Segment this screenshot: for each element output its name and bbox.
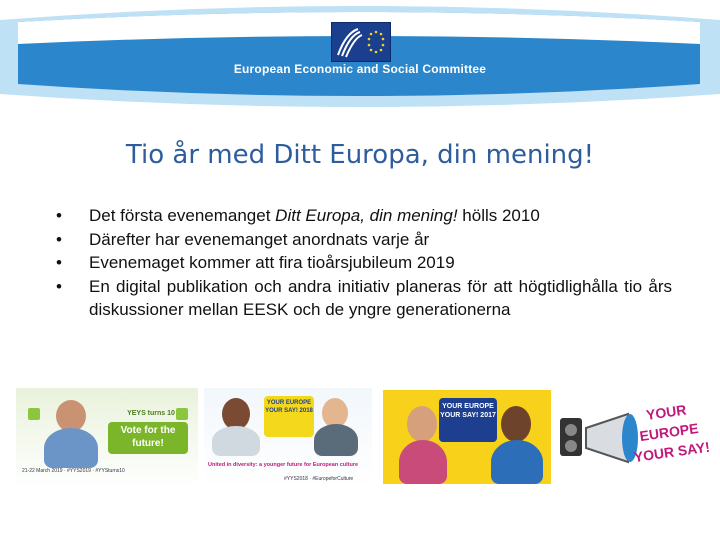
poster4-logo: YOUR EUROPE YOUR SAY! xyxy=(632,401,711,466)
bullet-text-start: Det första evenemanget xyxy=(89,206,276,225)
poster2-banner: YOUR EUROPE YOUR SAY! 2018 xyxy=(264,396,314,437)
poster-yeys-2018 xyxy=(204,388,372,488)
poster-your-europe-logo xyxy=(556,388,714,488)
poster1-slogan: Vote for the future! xyxy=(108,422,188,454)
poster-yeys-2017 xyxy=(383,390,551,484)
poster2-footer: #YYS2018 · #EuropeforCulture xyxy=(284,476,354,482)
poster1-headline: YEYS turns 10 xyxy=(127,410,175,417)
poster3-banner: YOUR EUROPE YOUR SAY! 2017 xyxy=(439,398,497,442)
eesc-logo-icon xyxy=(331,22,391,62)
organization-name: European Economic and Social Committee xyxy=(233,62,487,76)
bullet-text-end: hölls 2010 xyxy=(457,206,540,225)
bullet-item: • Därefter har evenemanget anordnats varje år xyxy=(60,228,672,252)
bullet-text-italic: Ditt Europa, din mening! xyxy=(275,206,458,225)
poster-yeys-2019 xyxy=(16,388,198,488)
poster2-slogan: United in diversity: a younger future for European culture xyxy=(208,462,359,468)
poster1-footer: 21-22 March 2019 · #YYS2019 · #YYSturns10 xyxy=(22,468,125,474)
bullet-list xyxy=(60,204,672,322)
bullet-item: • Evenemaget kommer att fira tioårsjubileum 2019 xyxy=(60,251,672,275)
bullet-item xyxy=(60,204,672,228)
slide-title: Tio år med Ditt Europa, din mening! xyxy=(125,140,595,170)
bullet-item: • En digital publikation och andra initiativ planeras för att högtidlighålla tio års diskussioner mellan EESK och de yngre generationerna xyxy=(60,275,672,322)
